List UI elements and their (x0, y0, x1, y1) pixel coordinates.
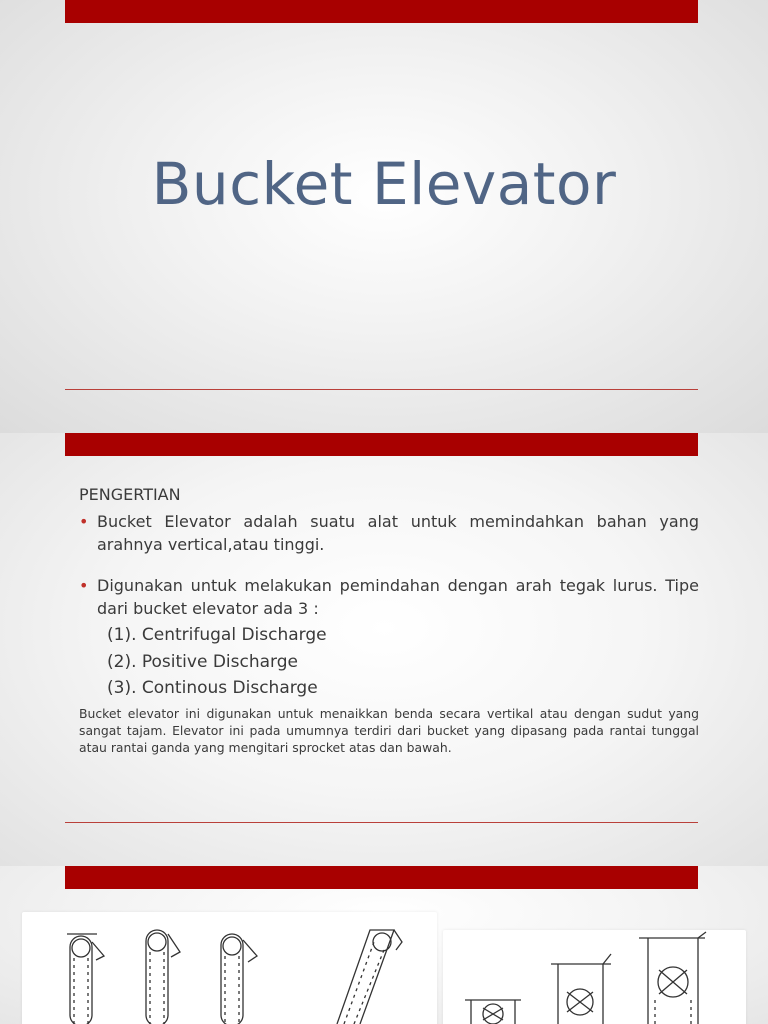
elevator-diagrams-right-image (443, 930, 746, 1024)
discharge-type-item: (2). Positive Discharge (107, 651, 298, 672)
elevator-diagram-card-left (22, 912, 437, 1024)
accent-bar (65, 866, 698, 889)
content-slide (0, 433, 768, 866)
figure-slide (0, 866, 768, 1024)
bullet-icon: • (79, 512, 89, 531)
slide-body (79, 485, 699, 756)
bullet-item (79, 574, 699, 620)
divider-rule (65, 822, 698, 823)
bullet-item (79, 510, 699, 556)
discharge-type-list (107, 622, 699, 702)
discharge-type-item: (1). Centrifugal Discharge (107, 625, 327, 645)
description-paragraph: Bucket elevator ini digunakan untuk menaikkan benda secara vertikal atau dengan sudut yang sangat tajam. Elevator ini pada umumnya terdiri dari bucket yang dipasang pada rantai tunggal atau rantai ganda yang mengitari sprocket atas dan bawah. (79, 705, 699, 755)
elevator-diagram-card-right (443, 930, 746, 1024)
discharge-type-item: (3). Continous Discharge (107, 678, 318, 698)
section-heading: PENGERTIAN (79, 485, 181, 504)
bullet-text: Digunakan untuk melakukan pemindahan dengan arah tegak lurus. Tipe dari bucket elevator ada 3 : (97, 576, 699, 618)
accent-bar (65, 433, 698, 456)
bullet-icon: • (79, 576, 89, 595)
slide-title: Bucket Elevator (151, 150, 617, 218)
bullet-text: Bucket Elevator adalah suatu alat untuk memindahkan bahan yang arahnya vertical,atau tinggi. (97, 512, 699, 554)
accent-bar (65, 0, 698, 23)
title-slide (0, 0, 768, 433)
elevator-diagrams-left-image (22, 912, 437, 1024)
divider-rule (65, 389, 698, 390)
